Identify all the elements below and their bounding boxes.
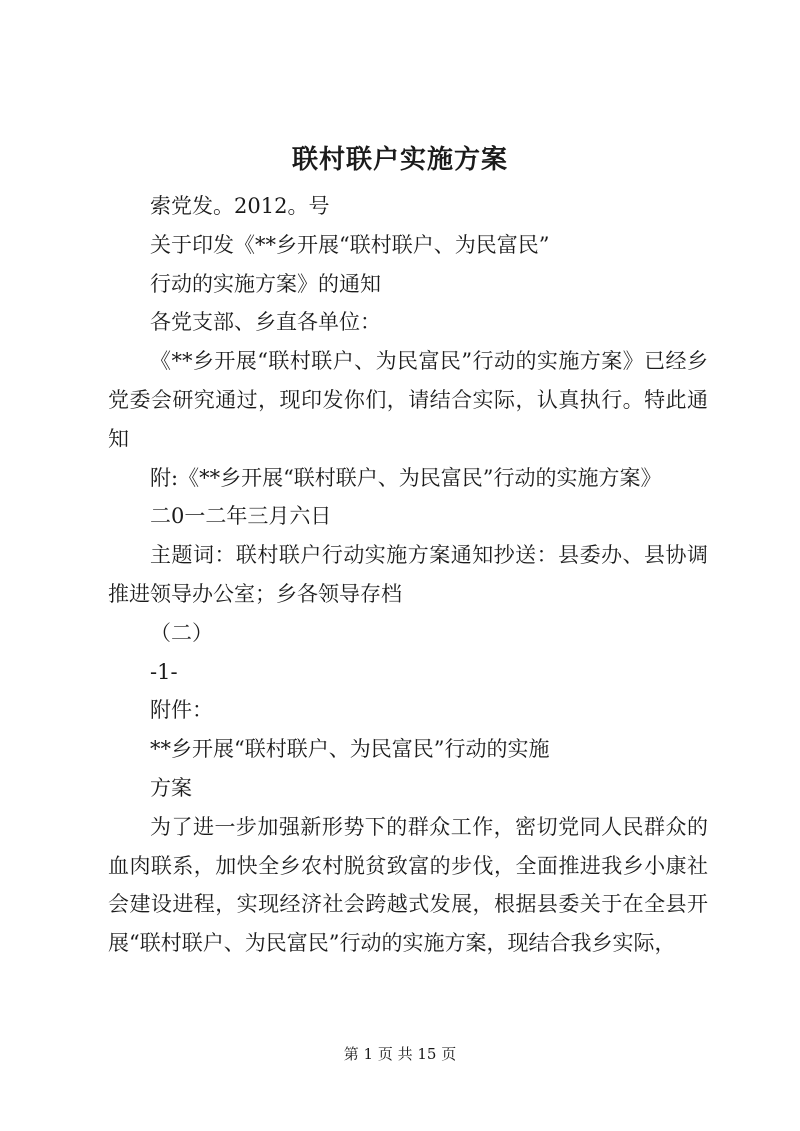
inner-page-number: -1- (150, 659, 178, 684)
notice-heading-line-2: 行动的实施方案》的通知 (150, 271, 381, 296)
plan-title-line-1: **乡开展“联村联户、为民富民”行动的实施 (150, 737, 550, 762)
plan-intro-paragraph: 为了进一步加强新形势下的群众工作，密切党同人民群众的血肉联系，加快全乡农村脱贫致富的步伐，全面推进我乡小康社会建设进程，实现经济社会跨越式发展，根据县委关于在全县开展“联村联户、为民富民”行动的实施方案，现结合我乡实际， (108, 814, 708, 956)
recipients: 各党支部、乡直各单位： (150, 310, 381, 335)
notice-body-paragraph: 《**乡开展“联村联户、为民富民”行动的实施方案》已经乡党委会研究通过，现印发你们，请结合实际，认真执行。特此通知 (108, 349, 708, 451)
attachment-label: 附件： (150, 698, 213, 723)
plan-title-line-2: 方案 (150, 775, 192, 800)
issue-date: 二0一二年三月六日 (150, 504, 332, 529)
doc-number: 索党发。2012。号 (150, 194, 330, 218)
subject-and-cc: 主题词：联村联户行动实施方案通知抄送：县委办、县协调推进领导办公室；乡各领导存档 (108, 543, 708, 606)
section-marker: （二） (150, 620, 213, 645)
attachment-reference: 附:《**乡开展“联村联户、为民富民”行动的实施方案》 (150, 465, 662, 490)
document-body (108, 187, 708, 963)
notice-heading-line-1: 关于印发《**乡开展“联村联户、为民富民” (150, 232, 550, 257)
page-footer: 第 1 页 共 15 页 (343, 1045, 457, 1063)
document-title: 联村联户实施方案 (291, 145, 508, 175)
